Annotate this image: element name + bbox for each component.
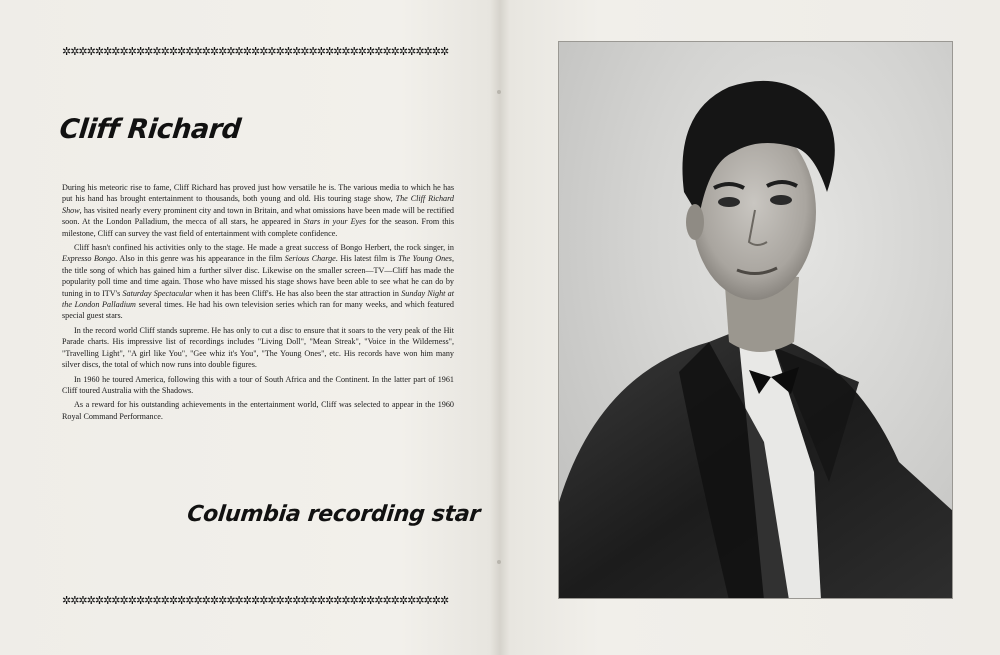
ornament-border-top: ✲✲✲✲✲✲✲✲✲✲✲✲✲✲✲✲✲✲✲✲✲✲✲✲✲✲✲✲✲✲✲✲✲✲✲✲✲✲✲✲✲✲✲✲✲✲✲ — [62, 45, 449, 58]
portrait-illustration — [559, 42, 953, 599]
biography-paragraph — [62, 399, 454, 422]
biography-text — [62, 182, 454, 425]
biography-paragraph — [62, 325, 454, 371]
italic-title: Saturday Spectacular — [122, 288, 193, 298]
text-run: for the season. From this milestone, Cliff can survey the vast field of entertainment with complete confidence. — [62, 217, 455, 238]
text-run: , the title song of which has gained him a further silver disc. Likewise on the smaller screen—TV—Cliff has made the popularity poll time and time again. Those who have missed his stage shows have been able to see what he can do by tuning in to ITV's — [62, 254, 454, 298]
italic-title: Expresso Bongo — [62, 254, 116, 264]
portrait-photo — [558, 41, 953, 599]
left-eye — [718, 197, 740, 207]
italic-title: Serious Charge — [284, 254, 336, 264]
text-run: Cliff hasn't confined his activities only to the stage. He made a great success of Bongo Herbert, the rock singer, in — [74, 243, 454, 253]
text-run: As a reward for his outstanding achievements in the entertainment world, Cliff was selected to appear in the 1960 Royal Command Performance. — [62, 400, 454, 421]
page-title: Cliff Richard — [58, 114, 243, 145]
italic-title: The Cliff Richard Show — [62, 194, 454, 215]
text-run: several times. He had his own television series which ran for many weeks, and which featured special guest stars. — [62, 300, 454, 321]
biography-paragraph — [62, 242, 454, 322]
italic-title: The Young Ones — [397, 254, 452, 264]
biography-paragraph — [62, 374, 454, 397]
italic-title: Stars in your Eyes — [303, 217, 367, 227]
text-run: . Also in this genre was his appearance in the film — [115, 254, 285, 264]
ornament-border-bottom: ✲✲✲✲✲✲✲✲✲✲✲✲✲✲✲✲✲✲✲✲✲✲✲✲✲✲✲✲✲✲✲✲✲✲✲✲✲✲✲✲✲✲✲✲✲✲✲ — [62, 594, 449, 607]
text-run: In the record world Cliff stands supreme. He has only to cut a disc to ensure that it soars to the very peak of the Hit Parade charts. His impressive list of recordings includes "Living Doll", "Mean Streak", "Voice in the Wilderness", "Travelling Light", "A girl like You", "Gee whiz it's You", "The Young Ones", etc. His records have won him many silver discs, the total of which now runs into double figures. — [62, 325, 454, 370]
text-run: During his meteoric rise to fame, Cliff Richard has proved just how versatile he is. The various media to which he has put his hand has brought entertainment to thousands, both young and old. His touring stage show, — [62, 183, 454, 204]
right-eye — [770, 195, 792, 205]
italic-title: Sunday Night at the London Palladium — [62, 288, 454, 310]
text-run: , has visited nearly every prominent city and town in Britain, and what omissions have been made will be rectified soon. At the London Palladium, the mecca of all stars, he appeared in — [62, 205, 454, 227]
ear-shape — [686, 204, 704, 240]
biography-paragraph — [62, 182, 454, 239]
text-run: In 1960 he toured America, following this with a tour of South Africa and the Continent. In the latter part of 1961 Cliff toured Australia with the Shadows. — [62, 374, 454, 395]
text-run: when it has been Cliff's. He has also been the star attraction in — [192, 288, 402, 298]
text-run: . His latest film is — [335, 254, 398, 264]
tagline: Columbia recording star — [186, 502, 482, 527]
right-page — [500, 0, 1000, 655]
